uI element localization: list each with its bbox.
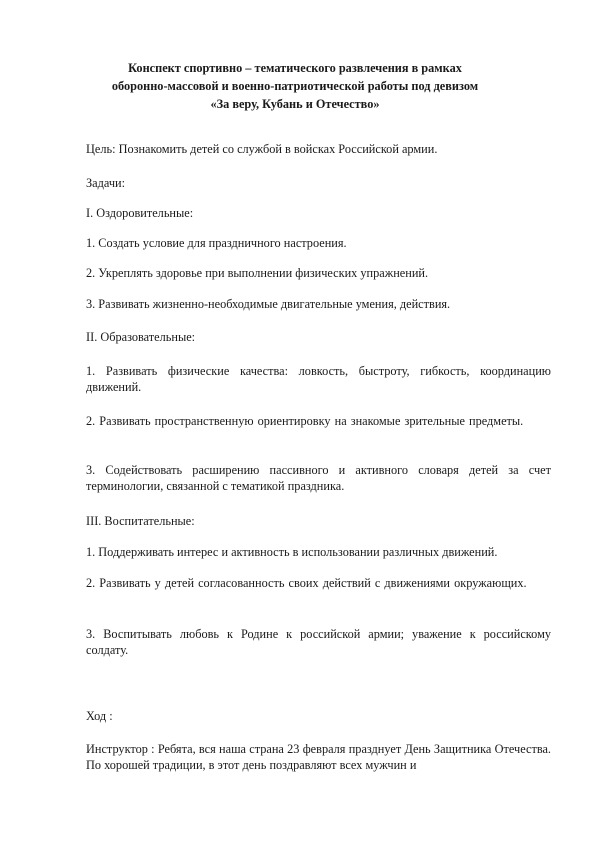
list-item: 2. Развивать у детей согласованность своих действий с движениями окружающих. (86, 576, 527, 590)
list-item: 2. Укреплять здоровье при выполнении физических упражнений. (86, 266, 429, 280)
title-line-3: «За веру, Кубань и Отечество» (210, 97, 380, 111)
section-heading-health: I. Оздоровительные: (86, 206, 194, 220)
title-line-1: Конспект спортивно – тематического развлечения в рамках (128, 61, 462, 75)
section-heading-upbringing: III. Воспитательные: (86, 514, 195, 528)
list-item: 1. Создать условие для праздничного настроения. (86, 236, 347, 250)
list-item: 2. Развивать пространственную ориентировку на знакомые зрительные предметы. (86, 414, 524, 428)
tasks-heading: Задачи: (86, 176, 126, 190)
list-item: 3. Развивать жизненно-необходимые двигательные умения, действия. (86, 297, 451, 311)
list-item: 1. Поддерживать интерес и активность в использовании различных движений. (86, 545, 498, 559)
course-heading: Ход : (86, 709, 113, 723)
section-heading-educational: II. Образовательные: (86, 330, 196, 344)
instructor-paragraph: Инструктор : Ребята, вся наша страна 23 февраля празднует День Защитника Отечества. По хорошей традиции, в этот день поздравляют всех мужчин и (86, 742, 551, 772)
document-title (80, 59, 510, 113)
list-item: 3. Воспитывать любовь к Родине к российской армии; уважение к российскому солдату. (86, 627, 551, 657)
list-item: 3. Содействовать расширению пассивного и активного словаря детей за счет терминологии, связанной с тематикой праздника. (86, 463, 551, 493)
goal-paragraph: Цель: Познакомить детей со службой в войсках Российской армии. (86, 142, 438, 156)
title-line-2: оборонно-массовой и военно-патриотической работы под девизом (111, 79, 479, 93)
list-item: 1. Развивать физические качества: ловкость, быстроту, гибкость, координацию движений. (86, 364, 551, 394)
